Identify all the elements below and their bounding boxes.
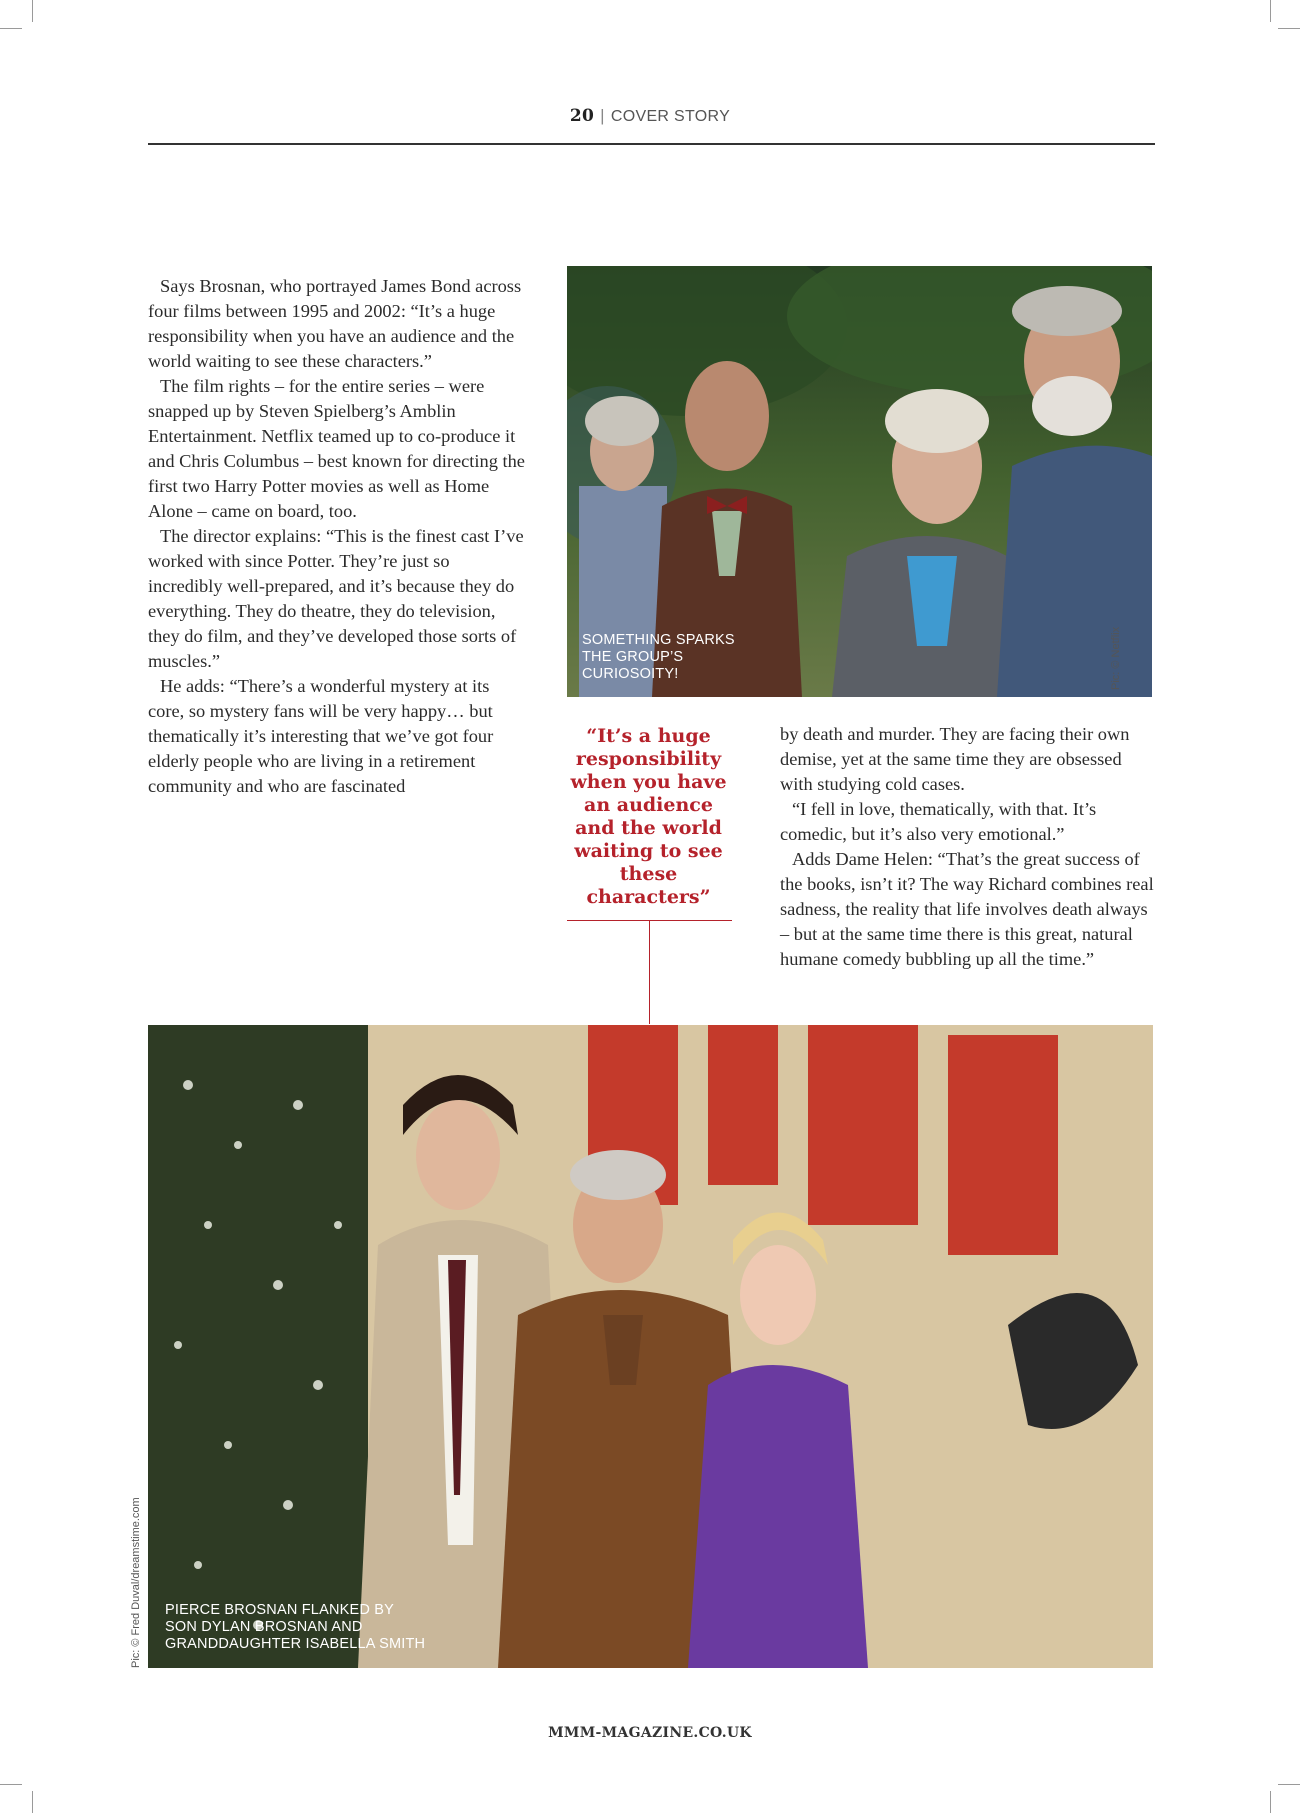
paragraph: by death and murder. They are facing their own demise, yet at the same time they are obsessed with studying cold cases. (780, 724, 1130, 794)
crop-mark (0, 28, 22, 29)
cast-photo (567, 266, 1152, 697)
crop-mark (32, 1791, 33, 1813)
crop-mark (32, 0, 33, 22)
paragraph: Adds Dame Helen: “That’s the great success of the books, isn’t it? The way Richard combines real sadness, the reality that life involves death always – but at the same time there is this great, natural humane comedy bubbling up all the time.” (780, 849, 1154, 969)
header-rule (148, 143, 1155, 145)
photo-credit: Pic: © Fred Duval/dreamstime.com (130, 1497, 142, 1668)
premiere-photo-illustration (148, 1025, 1153, 1668)
crop-mark (1278, 28, 1300, 29)
caption-line: PIERCE BROSNAN FLANKED BY (165, 1602, 394, 1618)
paragraph: Says Brosnan, who portrayed James Bond across four films between 1995 and 2002: “It’s a huge responsibility when you have an audience and the world waiting to see these characters.” (148, 276, 522, 371)
pull-quote: “It’s a huge responsibility when you have an audience and the world waiting to see these characters” (570, 725, 727, 908)
section-title: COVER STORY (610, 108, 731, 125)
photo-credit: Pic: © Netflix (1110, 626, 1122, 690)
caption-line: THE GROUP’S (582, 649, 684, 665)
caption-line: SON DYLAN BROSNAN AND (165, 1619, 363, 1635)
paragraph: He adds: “There’s a wonderful mystery at its core, so mystery fans will be very happy… but thematically it’s interesting that we’ve got four elderly people who are living in a retirement community and who are fascinated (148, 676, 494, 796)
page-number: 20 (569, 106, 595, 126)
photo-caption (582, 632, 735, 683)
crop-mark (1278, 1784, 1300, 1785)
crop-mark (1270, 1791, 1271, 1813)
paragraph: “I fell in love, thematically, with that. It’s comedic, but it’s also very emotional.” (780, 799, 1097, 844)
article-column-2 (780, 722, 1155, 972)
paragraph: The film rights – for the entire series – were snapped up by Steven Spielberg’s Amblin Entertainment. Netflix teamed up to co-produce it and Chris Columbus – best known for directing the first two Harry Potter movies as well as Home Alone – came on board, too. (148, 376, 525, 521)
site-url-footer: MMM-MAGAZINE.CO.UK (548, 1725, 752, 1741)
crop-mark (0, 1784, 22, 1785)
pull-quote-connector (649, 921, 650, 1024)
page-header (0, 106, 1300, 126)
paragraph: The director explains: “This is the finest cast I’ve worked with since Potter. They’re just so incredibly well-prepared, and it’s because they do everything. They do theatre, they do television, they do film, and they’ve developed those sorts of muscles.” (148, 526, 524, 671)
photo-caption (165, 1602, 425, 1653)
caption-line: CURIOSOITY! (582, 666, 679, 682)
article-column-1 (148, 274, 528, 799)
caption-line: GRANDDAUGHTER ISABELLA SMITH (165, 1636, 426, 1652)
caption-line: SOMETHING SPARKS (582, 632, 735, 648)
header-separator: | (600, 106, 605, 125)
premiere-photo (148, 1025, 1153, 1668)
crop-mark (1270, 0, 1271, 22)
